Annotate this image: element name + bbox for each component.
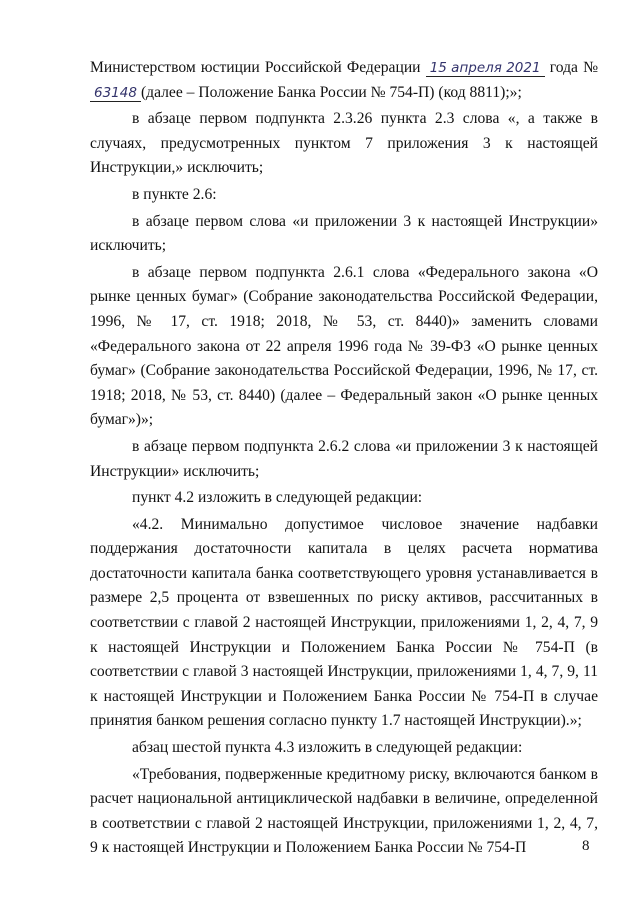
handwritten-registration-number: 63148 bbox=[90, 86, 141, 102]
paragraph: в пункте 2.6: bbox=[132, 185, 217, 203]
paragraph: в абзаце первом подпункта 2.6.2 слова «и приложении 3 к настоящей Инструкции» исключить; bbox=[90, 437, 598, 480]
paragraph: в абзаце первом подпункта 2.3.26 пункта 2.3 слова «, а также в случаях, предусмотренных пунктом 7 приложения 3 к настоящей Инструкции,» исключить; bbox=[90, 110, 598, 177]
paragraph: «Требования, подверженные кредитному риску, включаются банком в расчет национальной антициклической надбавки в величине, определенной в соответствии с главой 2 настоящей Инструкции, приложениями 1, 2, 4, 7, 9 к настоящей Инструкции и Положением Банка России № 754-П bbox=[90, 765, 598, 857]
page-number: 8 bbox=[582, 838, 590, 854]
handwritten-date: 15 апреля 2021 bbox=[426, 61, 545, 77]
document-body bbox=[90, 56, 598, 861]
paragraph: в абзаце первом слова «и приложении 3 к настоящей Инструкции» исключить; bbox=[90, 212, 598, 255]
paragraph: абзац шестой пункта 4.3 изложить в следующей редакции: bbox=[132, 739, 523, 757]
paragraph: «4.2. Минимально допустимое числовое значение надбавки поддержания достаточности капитала в целях расчета норматива достаточности капитала банка соответствующего уровня устанавливается в размере 2,5 процента от взвешенных по риску активов, рассчитанных в соответствии с главой 2 настоящей Инструкции, приложениями 1, 2, 4, 7, 9 к настоящей Инструкции и Положением Банка России № 754-П (в соответствии с главой 3 настоящей Инструкции, приложениями 1, 4, 7, 9, 11 к настоящей Инструкции и Положением Банка России № 754-П в случае принятия банком решения согласно пункту 1.7 настоящей Инструкции).»; bbox=[90, 515, 598, 730]
paragraph: пункт 4.2 изложить в следующей редакции: bbox=[132, 489, 423, 507]
paragraph-continuation: Министерством юстиции Российской Федерации 15 апреля 2021 года №63148 (далее – Положение Банка России № 754-П) (код 8811);»; bbox=[90, 59, 598, 101]
paragraph: в абзаце первом подпункта 2.6.1 слова «Федерального закона «О рынке ценных бумаг» (Собрание законодательства Российской Федерации, 1996, № 17, ст. 1918; 2018, № 53, ст. 8440)» заменить словами «Федерального закона от 22 апреля 1996 года № 39-ФЗ «О рынке ценных бумаг» (Собрание законодательства Российской Федерации, 1996, № 17, ст. 1918; 2018, № 53, ст. 8440) (далее – Федеральный закон «О рынке ценных бумаг»)»; bbox=[90, 263, 598, 429]
